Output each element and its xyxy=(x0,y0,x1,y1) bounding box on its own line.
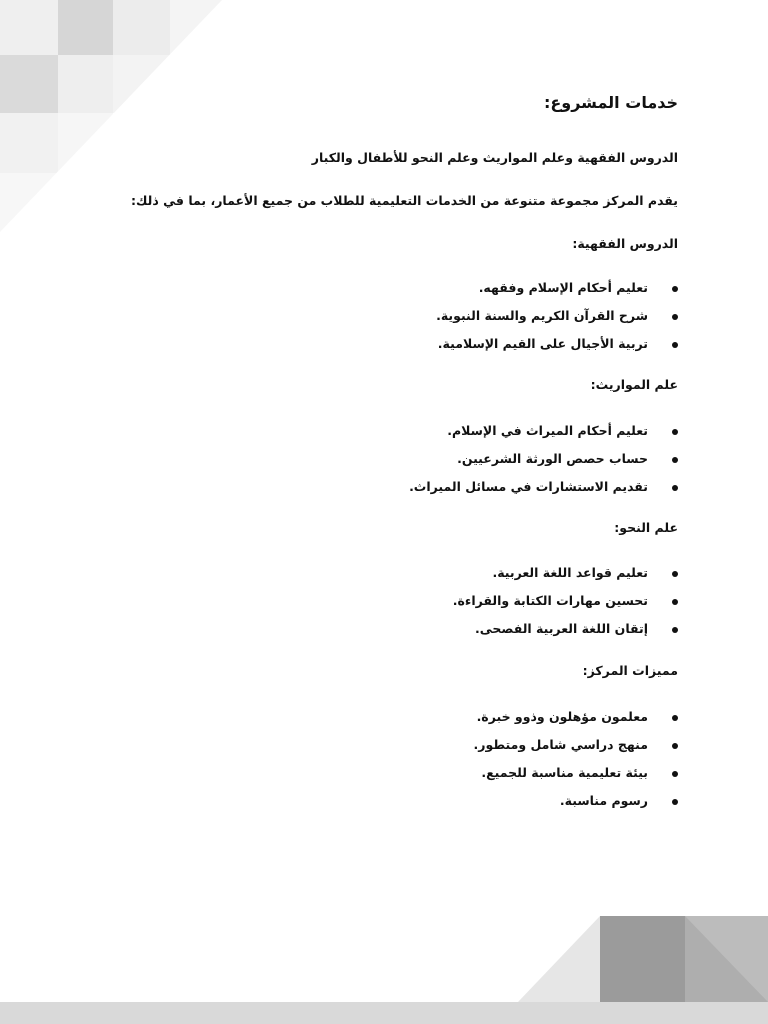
list-item: منهج دراسي شامل ومتطور. xyxy=(474,735,678,763)
section-heading-fiqh: الدروس الفقهية: xyxy=(572,236,678,251)
bullet-icon xyxy=(672,485,678,491)
bullet-icon xyxy=(672,457,678,463)
section-heading-grammar: علم النحو: xyxy=(614,520,678,535)
section-heading-inheritance: علم المواريث: xyxy=(590,377,678,392)
inheritance-list xyxy=(409,421,678,505)
list-item: رسوم مناسبة. xyxy=(474,791,678,819)
list-item: تربية الأجيال على القيم الإسلامية. xyxy=(436,334,678,362)
list-item: تعليم أحكام الإسلام وفقهه. xyxy=(436,278,678,306)
list-item: شرح القرآن الكريم والسنة النبوية. xyxy=(436,306,678,334)
grammar-list xyxy=(453,563,678,647)
section-heading-features: مميزات المركز: xyxy=(582,663,678,678)
list-item: تعليم أحكام الميراث في الإسلام. xyxy=(409,421,678,449)
list-item: حساب حصص الورثة الشرعيين. xyxy=(409,449,678,477)
subtitle-line: الدروس الفقهية وعلم المواريث وعلم النحو للأطفال والكبار xyxy=(311,150,678,165)
bullet-icon xyxy=(672,627,678,633)
list-item: بيئة تعليمية مناسبة للجميع. xyxy=(474,763,678,791)
list-item: إتقان اللغة العربية الفصحى. xyxy=(453,619,678,647)
page-title: خدمات المشروع: xyxy=(543,93,678,112)
features-list xyxy=(474,707,678,819)
list-item: تقديم الاستشارات في مسائل الميراث. xyxy=(409,477,678,505)
bullet-icon xyxy=(672,429,678,435)
bullet-icon xyxy=(672,799,678,805)
bullet-icon xyxy=(672,571,678,577)
bullet-icon xyxy=(672,286,678,292)
bullet-icon xyxy=(672,599,678,605)
bullet-icon xyxy=(672,342,678,348)
list-item: تحسين مهارات الكتابة والقراءة. xyxy=(453,591,678,619)
bullet-icon xyxy=(672,771,678,777)
bullet-icon xyxy=(672,715,678,721)
fiqh-list xyxy=(436,278,678,362)
bullet-icon xyxy=(672,314,678,320)
intro-paragraph: يقدم المركز مجموعة متنوعة من الخدمات التعليمية للطلاب من جميع الأعمار، بما في ذلك: xyxy=(131,193,678,208)
list-item: معلمون مؤهلون وذوو خبرة. xyxy=(474,707,678,735)
bullet-icon xyxy=(672,743,678,749)
list-item: تعليم قواعد اللغة العربية. xyxy=(453,563,678,591)
